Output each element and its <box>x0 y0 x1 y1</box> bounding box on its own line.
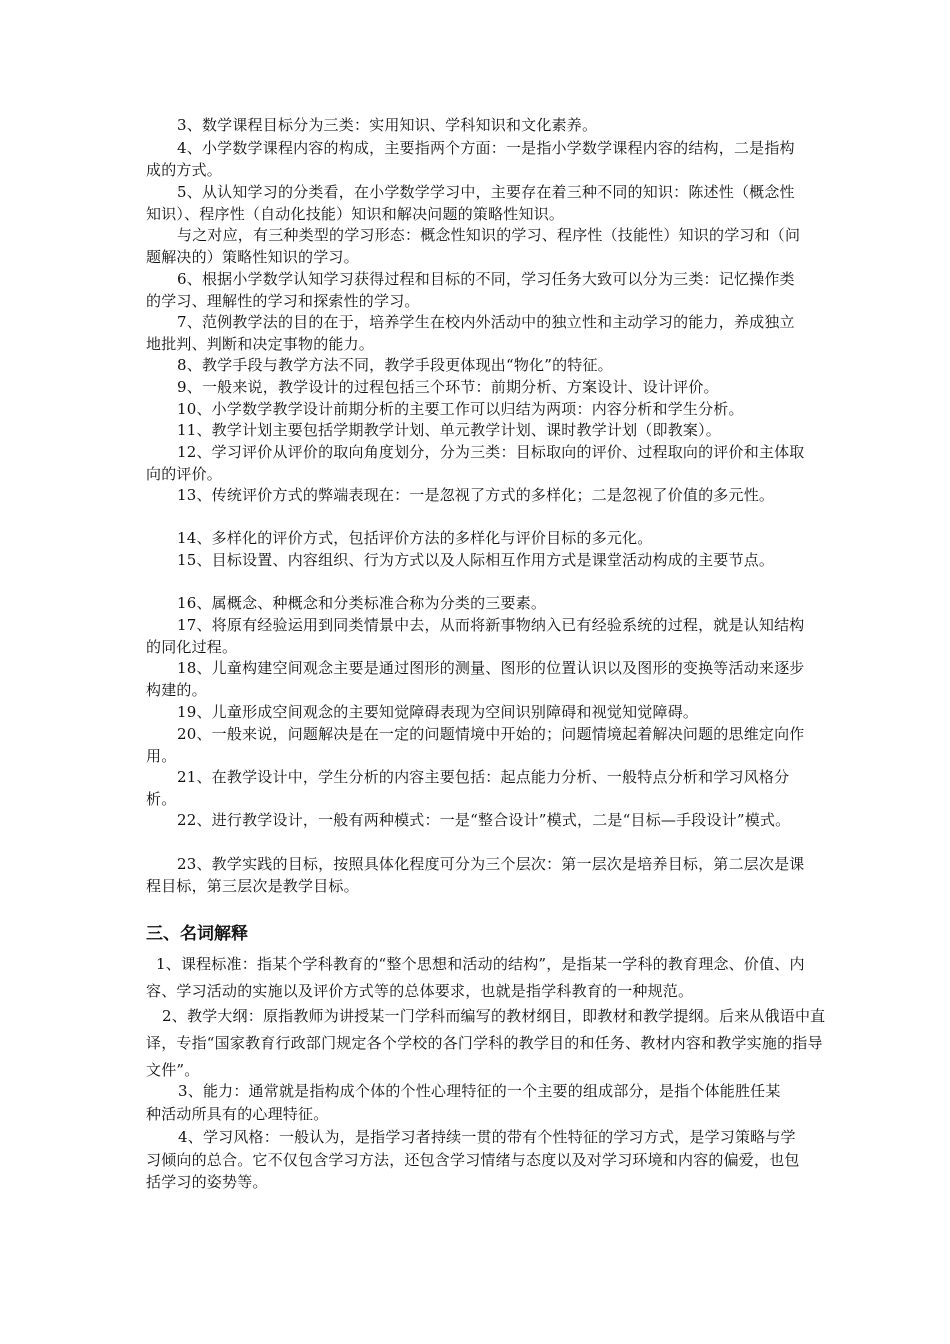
fill-item-7: 7、范例教学法的目的在于，培养学生在校内外活动中的独立性和主动学习的能力，养成独立地批判、判断和决定事物的能力。 <box>146 313 795 353</box>
definition-syllabus: 2、教学大纲：原指教师为讲授某一门学科而编写的教材纲目，即教材和教学提纲。后来从俄语中直译，专指“国家教育行政部门规定各个学校的各门学科的教学目的和任务、教材内容和教学实施的指导文件”。 <box>146 1007 826 1079</box>
fill-item-13: 13、传统评价方式的弊端表现在：一是忽视了方式的多样化；二是忽视了价值的多元性。 <box>177 486 775 504</box>
section-heading: 三、名词解释 <box>146 924 248 944</box>
fill-item-6: 6、根据小学数学认知学习获得过程和目标的不同，学习任务大致可以分为三类：记忆操作类的学习、理解性的学习和探索性的学习。 <box>146 270 795 310</box>
fill-item-10: 10、小学数学教学设计前期分析的主要工作可以归结为两项：内容分析和学生分析。 <box>177 400 744 418</box>
fill-item-21: 21、在教学设计中，学生分析的内容主要包括：起点能力分析、一般特点分析和学习风格分析。 <box>146 768 790 808</box>
definition-learning-style: 4、学习风格：一般认为，是指学习者持续一贯的带有个性特征的学习方式，是学习策略与学习倾向的总合。它不仅包含学习方法，还包含学习情绪与态度以及对学习环境和内容的偏爱，也包括学习的姿势等。 <box>146 1128 800 1191</box>
fill-item-15: 15、目标设置、内容组织、行为方式以及人际相互作用方式是课堂活动构成的主要节点。 <box>177 551 775 569</box>
fill-item-18: 18、儿童构建空间观念主要是通过图形的测量、图形的位置认识以及图形的变换等活动来逐步构建的。 <box>146 659 805 699</box>
fill-item-20: 20、一般来说，问题解决是在一定的问题情境中开始的；问题情境起着解决问题的思维定向作用。 <box>146 725 805 765</box>
fill-item-14: 14、多样化的评价方式，包括评价方法的多样化与评价目标的多元化。 <box>177 529 653 547</box>
fill-item-17: 17、将原有经验运用到同类情景中去，从而将新事物纳入已有经验系统的过程，就是认知结构的同化过程。 <box>146 616 805 656</box>
fill-item-4: 4、小学数学课程内容的构成，主要指两个方面：一是指小学数学课程内容的结构，二是指构成的方式。 <box>146 139 795 179</box>
fill-item-3: 3、数学课程目标分为三类：实用知识、学科知识和文化素养。 <box>177 116 598 134</box>
fill-item-12: 12、学习评价从评价的取向角度划分，分为三类：目标取向的评价、过程取向的评价和主体取向的评价。 <box>146 443 805 483</box>
fill-item-19: 19、儿童形成空间观念的主要知觉障碍表现为空间识别障碍和视觉知觉障碍。 <box>177 703 699 721</box>
fill-item-23: 23、教学实践的目标，按照具体化程度可分为三个层次：第一层次是培养目标，第二层次是课程目标，第三层次是教学目标。 <box>146 855 805 895</box>
definition-curriculum-standard: 1、课程标准：指某个学科教育的“整个思想和活动的结构”，是指某一学科的教育理念、价值、内容、学习活动的实施以及评价方式等的总体要求，也就是指学科教育的一种规范。 <box>146 955 805 1000</box>
fill-item-5-continued: 与之对应，有三种类型的学习形态：概念性知识的学习、程序性（技能性）知识的学习和（问题解决的）策略性知识的学习。 <box>146 226 801 266</box>
fill-item-9: 9、一般来说，教学设计的过程包括三个环节：前期分析、方案设计、设计评价。 <box>177 378 719 396</box>
fill-item-5: 5、从认知学习的分类看，在小学数学学习中，主要存在着三种不同的知识：陈述性（概念性知识）、程序性（自动化技能）知识和解决问题的策略性知识。 <box>146 183 795 223</box>
definition-ability: 3、能力：通常就是指构成个体的个性心理特征的一个主要的组成部分，是指个体能胜任某种活动所具有的心理特征。 <box>146 1082 781 1123</box>
fill-item-16: 16、属概念、种概念和分类标准合称为分类的三要素。 <box>177 594 547 612</box>
fill-item-8: 8、教学手段与教学方法不同，教学手段更体现出“物化”的特征。 <box>177 356 613 374</box>
fill-item-11: 11、教学计划主要包括学期教学计划、单元教学计划、课时教学计划（即教案）。 <box>177 421 721 439</box>
fill-item-22: 22、进行教学设计，一般有两种模式：一是“整合设计”模式，二是“目标—手段设计”模式。 <box>177 811 791 829</box>
